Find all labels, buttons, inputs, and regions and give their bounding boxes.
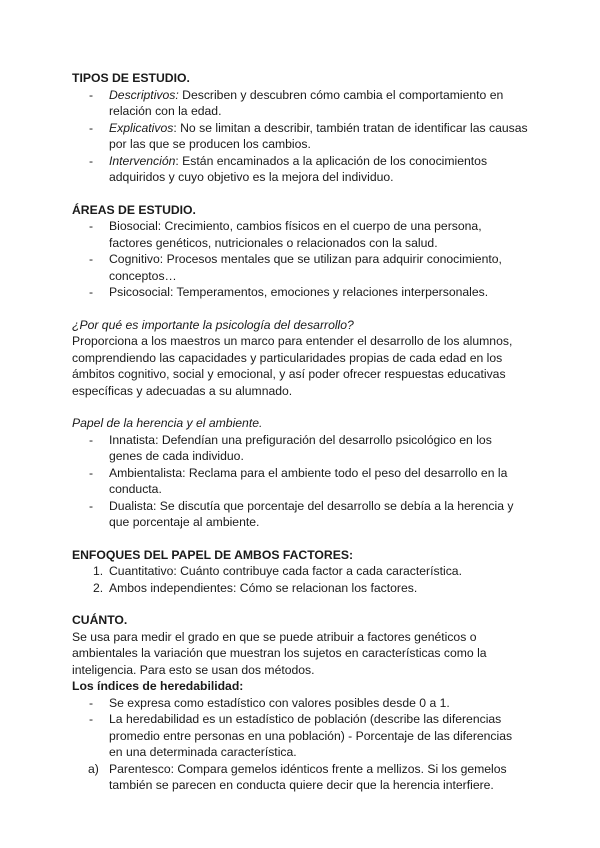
bullet-marker: - [89, 87, 94, 102]
item-text: Innatista: Defendían una prefiguración del desarrollo psicológico en los genes de cada individuo. [109, 432, 492, 463]
cuanto-paragraph: Se usa para medir el grado en que se puede atribuir a factores genéticos o ambientales la variación que muestran los sujetos en características como la inteligencia. Para esto se usan dos métodos. [72, 629, 487, 677]
bullet-marker: - [89, 285, 94, 299]
item-term: Intervención [109, 153, 176, 168]
item-text: Psicosocial: Temperamentos, emociones y relaciones interpersonales. [109, 285, 489, 299]
letter-marker: a) [88, 761, 99, 776]
lettered-item [72, 761, 528, 794]
bullet-marker: - [89, 695, 94, 710]
bullet-marker: - [89, 153, 94, 168]
subheading-heredabilidad: Los índices de heredabilidad: [72, 679, 244, 693]
number-marker: 1. [93, 564, 104, 578]
importance-question: ¿Por qué es importante la psicología del desarrollo? [72, 317, 354, 332]
herencia-list [72, 432, 528, 531]
item-text: La heredabilidad es un estadístico de población (describe las diferencias promedio entre personas en una población) - Porcentaje de las diferencias en una determinada característica. [109, 712, 513, 759]
item-text: Cuantitativo: Cuánto contribuye cada factor a cada característica. [109, 564, 462, 578]
item-text: : No se limitan a describir, también tratan de identificar las causas por las que se producen los cambios. [109, 120, 528, 151]
bullet-marker: - [89, 252, 94, 266]
list-item [72, 498, 528, 531]
herencia-title: Papel de la herencia y el ambiente. [72, 416, 263, 430]
item-term: Explicativos [109, 120, 174, 135]
tipos-list [72, 87, 528, 186]
list-item [72, 711, 528, 761]
section-heading-areas: ÁREAS DE ESTUDIO. [72, 202, 196, 217]
item-text: Dualista: Se discutía que porcentaje del desarrollo se debía a la herencia y que porcentaje al ambiente. [109, 498, 514, 529]
numbered-item [72, 563, 528, 580]
numbered-item [72, 580, 528, 597]
section-heading-enfoques: ENFOQUES DEL PAPEL DE AMBOS FACTORES: [72, 547, 354, 562]
section-heading-cuanto: CUÁNTO. [72, 613, 128, 627]
bullet-marker: - [89, 432, 94, 447]
document-content [72, 70, 528, 794]
bullet-marker: - [89, 498, 94, 513]
list-item [72, 432, 528, 465]
item-text: Cognitivo: Procesos mentales que se utilizan para adquirir conocimiento, conceptos… [109, 252, 502, 283]
item-text: Biosocial: Crecimiento, cambios físicos en el cuerpo de una persona, factores genéticos, nutricionales o relacionados con la salud. [109, 219, 482, 250]
list-item [72, 120, 528, 153]
item-term: Descriptivos: [109, 87, 179, 102]
bullet-marker: - [89, 465, 94, 480]
list-item [72, 153, 528, 186]
list-item [72, 284, 528, 301]
list-item [72, 465, 528, 498]
importance-answer: Proporciona a los maestros un marco para entender el desarrollo de los alumnos, comprendiendo las capacidades y particularidades propias de cada edad en los ámbitos cognitivo, social y emocional, y así poder ofrecer respuestas educativas específicas y adecuadas a su alumnado. [72, 334, 513, 398]
number-marker: 2. [93, 580, 104, 595]
bullet-marker: - [89, 712, 94, 726]
areas-list [72, 218, 528, 301]
bullet-marker: - [89, 120, 94, 135]
heredabilidad-list [72, 695, 528, 794]
list-item [72, 251, 528, 284]
item-text: Parentesco: Compara gemelos idénticos frente a mellizos. Si los gemelos también se parecen en conducta quiere decir que la herencia interfiere. [109, 761, 507, 792]
item-text: Describen y descubren cómo cambia el comportamiento en relación con la edad. [109, 87, 504, 118]
item-text: Ambientalista: Reclama para el ambiente todo el peso del desarrollo en la conducta. [109, 465, 508, 496]
list-item [72, 695, 528, 712]
enfoques-list [72, 563, 528, 596]
list-item [72, 218, 528, 251]
bullet-marker: - [89, 219, 94, 233]
item-text: Se expresa como estadístico con valores posibles desde 0 a 1. [109, 695, 450, 710]
list-item [72, 87, 528, 120]
item-text: Ambos independientes: Cómo se relacionan los factores. [109, 580, 418, 595]
item-text: : Están encaminados a la aplicación de los conocimientos adquiridos y cuyo objetivo es la mejora del individuo. [109, 153, 488, 184]
section-heading-tipos: TIPOS DE ESTUDIO. [72, 71, 190, 85]
